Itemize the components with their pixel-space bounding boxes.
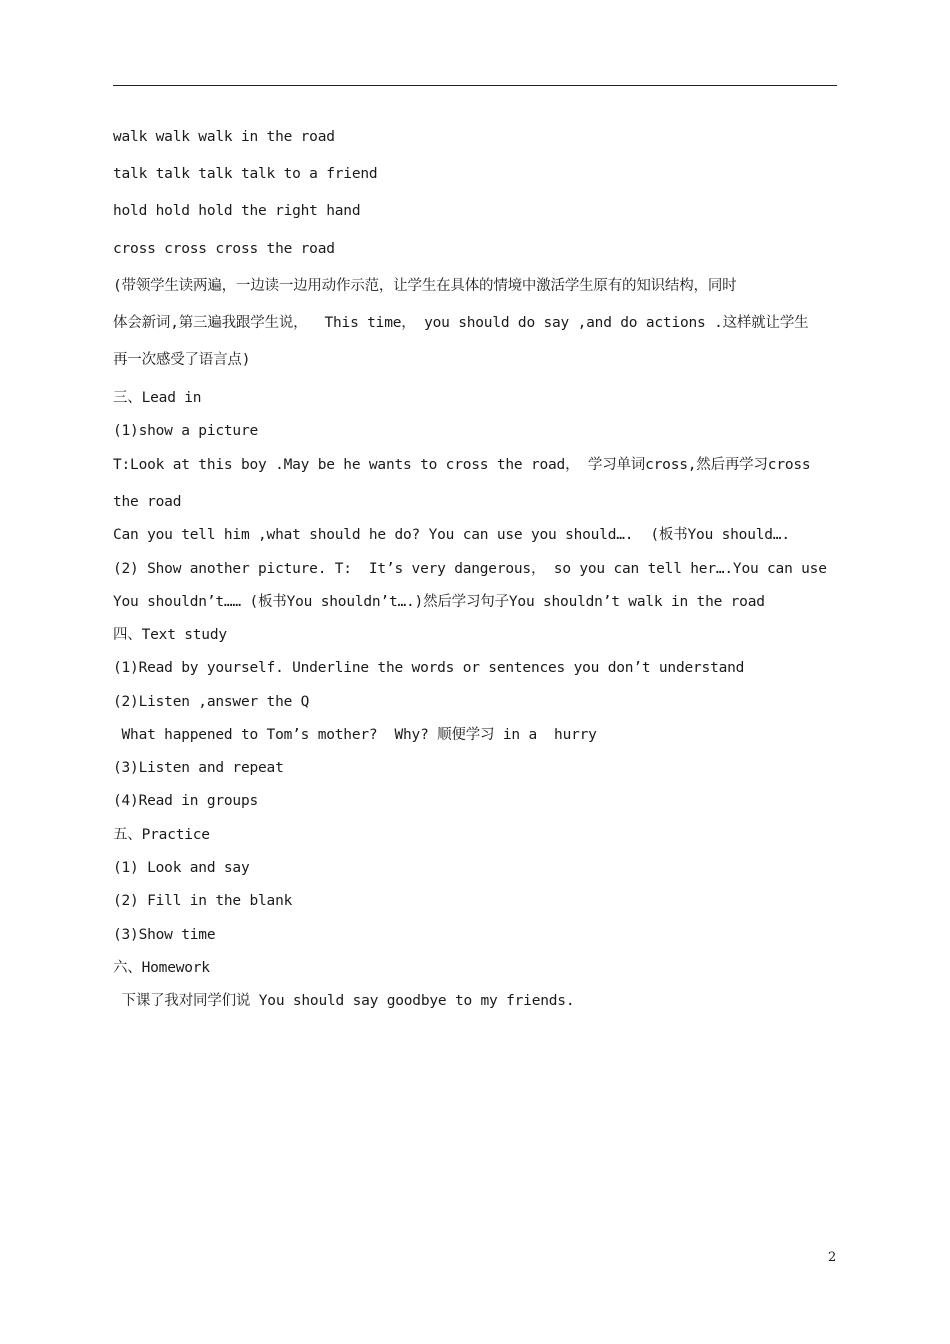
text-line: Can you tell him ,what should he do? You can use you should…. (板书You should…. bbox=[113, 527, 790, 543]
text-line: What happened to Tom’s mother? Why? 顺便学习 in a hurry bbox=[113, 727, 597, 743]
text-line: the road bbox=[113, 494, 182, 510]
text-line: (4)Read in groups bbox=[113, 793, 259, 809]
text-line: (2) Show another picture. T: It’s very dangerous， so you can tell her….You can use bbox=[113, 561, 827, 577]
section-heading: 五、Practice bbox=[113, 827, 210, 843]
page-number: 2 bbox=[828, 1250, 837, 1265]
text-line: walk walk walk in the road bbox=[113, 129, 335, 145]
text-line: T:Look at this boy .May be he wants to cross the road， 学习单词cross,然后再学习cross bbox=[113, 457, 811, 473]
text-line: (2) Fill in the blank bbox=[113, 893, 293, 909]
text-line: (1)Read by yourself. Underline the words or sentences you don’t understand bbox=[113, 660, 745, 676]
section-heading: 六、Homework bbox=[113, 960, 210, 976]
text-line: (1) Look and say bbox=[113, 860, 250, 876]
text-line: (1)show a picture bbox=[113, 423, 259, 439]
text-line: talk talk talk talk to a friend bbox=[113, 166, 378, 182]
header-rule bbox=[113, 85, 837, 86]
text-line: 体会新词,第三遍我跟学生说， This time， you should do say ,and do actions .这样就让学生 bbox=[113, 315, 809, 331]
text-line: cross cross cross the road bbox=[113, 241, 335, 257]
text-line: hold hold hold the right hand bbox=[113, 203, 361, 219]
text-line: 再一次感受了语言点) bbox=[113, 352, 251, 368]
section-heading: 四、Text study bbox=[113, 627, 227, 643]
text-line: (2)Listen ,answer the Q bbox=[113, 694, 310, 710]
text-line: You shouldn’t…… (板书You shouldn’t….)然后学习句子You shouldn’t walk in the road bbox=[113, 594, 765, 610]
text-line: (3)Show time bbox=[113, 927, 216, 943]
text-line: 下课了我对同学们说 You should say goodbye to my friends. bbox=[113, 993, 575, 1009]
text-line: (带领学生读两遍，一边读一边用动作示范，让学生在具体的情境中激活学生原有的知识结构，同时 bbox=[113, 278, 737, 294]
section-heading: 三、Lead in bbox=[113, 390, 202, 406]
text-line: (3)Listen and repeat bbox=[113, 760, 284, 776]
